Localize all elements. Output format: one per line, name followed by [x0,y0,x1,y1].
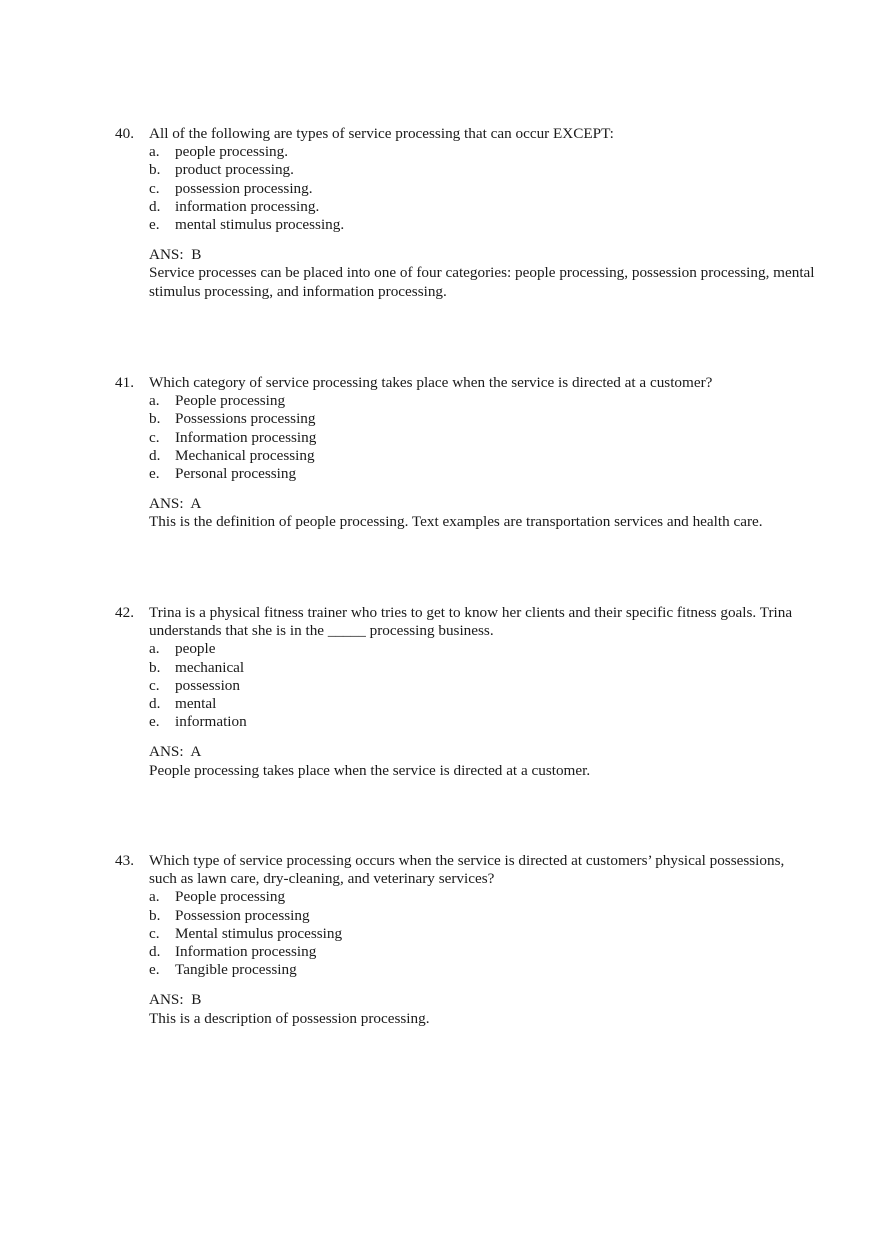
question-stem [115,374,815,392]
question-stem [115,604,815,640]
option-letter: d. [149,695,161,713]
question-40 [115,125,815,301]
option-e [149,961,815,979]
option-a [149,640,815,658]
option-text: Mechanical processing [175,446,315,464]
option-d [149,447,815,465]
option-letter: a. [149,640,160,658]
answer-key: ANS: B [149,991,202,1009]
option-letter: d. [149,197,161,215]
option-e [149,216,815,234]
option-e [149,713,815,731]
option-text: mental [175,695,217,713]
option-text: Mental stimulus processing [175,924,343,942]
option-text: Information processing [175,943,317,961]
answer-explanation: This is a description of possession processing. [149,1009,430,1027]
answer-key: ANS: A [149,495,202,513]
option-text: Possessions processing [175,410,316,428]
option-letter: c. [149,676,160,694]
question-number: 43. [115,852,134,869]
option-text: people [175,640,216,658]
option-d [149,198,815,216]
option-letter: b. [149,410,161,428]
option-list [115,888,815,979]
option-d [149,695,815,713]
question-43 [115,852,815,1028]
question-text: Which category of service processing takes place when the service is directed at a customer? [149,374,713,391]
option-text: Information processing [175,428,317,446]
question-42 [115,604,815,780]
option-e [149,465,815,483]
option-text: People processing [175,888,286,906]
question-number: 42. [115,604,134,621]
option-a [149,888,815,906]
option-c [149,925,815,943]
option-text: possession processing. [175,179,313,197]
option-letter: d. [149,446,161,464]
option-letter: d. [149,943,161,961]
option-text: Personal processing [175,465,297,483]
answer-key: ANS: B [149,246,202,264]
answer-explanation: Service processes can be placed into one of four categories: people processing, possession processing, mental stimulus processing, and information processing. [149,264,815,300]
question-stem [115,125,815,143]
option-list [115,143,815,234]
option-text: People processing [175,392,286,410]
option-letter: a. [149,888,160,906]
option-text: Tangible processing [175,961,297,979]
question-stem [115,852,815,888]
answer-block [115,246,815,301]
option-letter: a. [149,392,160,410]
option-list [115,640,815,731]
answer-block [115,495,815,531]
question-number: 41. [115,374,134,391]
question-number: 40. [115,125,134,142]
option-letter: b. [149,161,161,179]
option-list [115,392,815,483]
option-b [149,161,815,179]
option-text: mechanical [175,658,245,676]
answer-explanation: People processing takes place when the service is directed at a customer. [149,761,591,779]
option-text: information processing. [175,197,320,215]
option-letter: e. [149,216,160,234]
option-c [149,429,815,447]
option-c [149,677,815,695]
question-41 [115,374,815,532]
option-c [149,180,815,198]
question-text: Trina is a physical fitness trainer who tries to get to know her clients and their specific fitness goals. Trina understands that she is in the _____ processing business. [149,604,793,640]
option-letter: c. [149,924,160,942]
option-letter: c. [149,428,160,446]
option-text: people processing. [175,143,289,161]
option-text: information [175,713,247,731]
option-a [149,392,815,410]
option-letter: e. [149,465,160,483]
answer-explanation: This is the definition of people processing. Text examples are transportation services and health care. [149,513,763,531]
option-b [149,907,815,925]
option-letter: a. [149,143,160,161]
answer-block [115,743,815,779]
option-text: possession [175,676,240,694]
option-letter: b. [149,906,161,924]
option-d [149,943,815,961]
answer-key: ANS: A [149,743,202,761]
option-letter: c. [149,179,160,197]
option-text: Possession processing [175,906,310,924]
option-a [149,143,815,161]
option-text: product processing. [175,161,294,179]
option-b [149,410,815,428]
option-b [149,659,815,677]
option-letter: e. [149,961,160,979]
question-text: All of the following are types of service processing that can occur EXCEPT: [149,125,614,142]
answer-block [115,991,815,1027]
option-letter: e. [149,713,160,731]
option-text: mental stimulus processing. [175,216,345,234]
option-letter: b. [149,658,161,676]
question-text: Which type of service processing occurs when the service is directed at customers’ physical possessions, such as lawn care, dry-cleaning, and veterinary services? [149,852,785,888]
